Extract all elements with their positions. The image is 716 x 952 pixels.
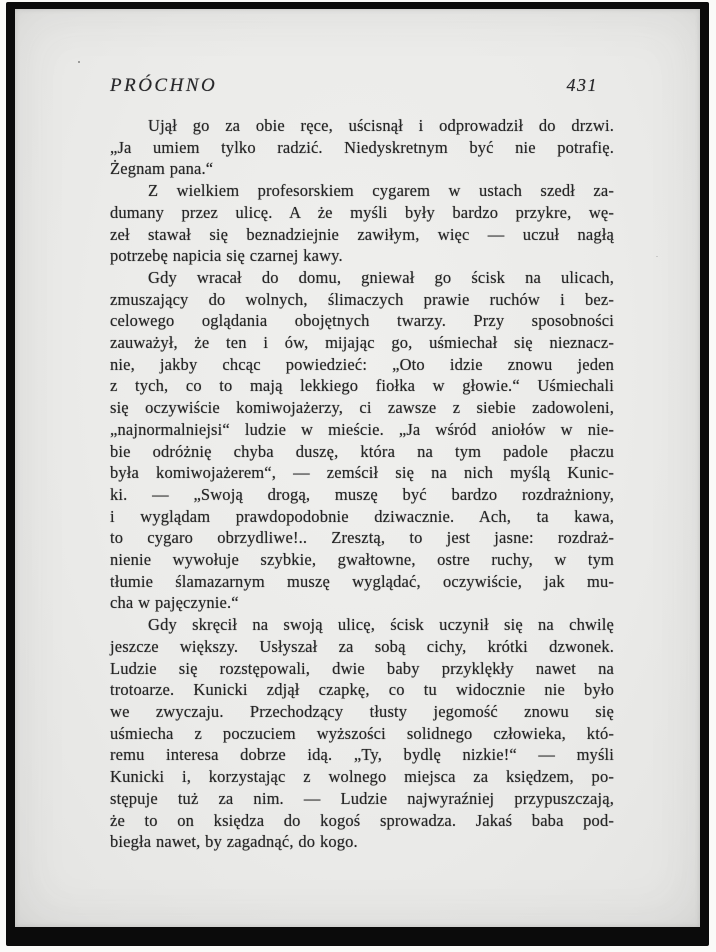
text-line: remu interesa dobrze idą. „Ty, bydlę nizkie!“ — myśli <box>110 745 614 765</box>
text-line: bie odróżnię chyba duszę, która na tym padole płaczu <box>110 441 614 461</box>
text-line: Żegnam pana.“ <box>110 159 214 179</box>
page-number: 431 <box>566 75 598 95</box>
text-line: się oczywiście komiwojażerzy, ci zawsze z siebie zadowoleni, <box>110 398 614 418</box>
body-text-block <box>110 115 614 853</box>
text-line: stępuje tuż za nim. — Ludzie najwyraźniej przypuszczają, <box>110 788 614 808</box>
text-line: tłumie ślamazarnym muszę wyglądać, oczywiście, jak mu- <box>110 571 614 591</box>
text-line: Gdy wracał do domu, gniewał go ścisk na ulicach, <box>148 267 614 287</box>
text-line: była komiwojażerem“, — zemścił się na nich myślą Kunic- <box>110 463 614 483</box>
paper-speck <box>78 61 80 63</box>
text-line: z tych, co to mają lekkiego fiołka w głowie.“ Uśmiechali <box>110 376 614 396</box>
text-line: Z wielkiem profesorskiem cygarem w ustach szedł za- <box>148 181 614 201</box>
text-line: nie, jakby chcąc powiedzieć: „Oto idzie znowu jeden <box>110 354 614 374</box>
text-line: zauważył, że ten i ów, mijając go, uśmiechał się nieznacz- <box>110 333 614 353</box>
text-line: zmuszający do wolnych, ślimaczych prawie ruchów i bez- <box>110 289 614 309</box>
text-line: zeł stawał się beznadziejnie zawiłym, więc — uczuł nagłą <box>110 224 614 244</box>
page-header <box>110 75 612 97</box>
text-line: cha w pajęczynie.“ <box>110 593 239 613</box>
text-line: uśmiecha z poczuciem wyższości solidnego człowieka, któ- <box>110 723 614 743</box>
text-line: i wyglądam prawdopodobnie dziwacznie. Ach, ta kawa, <box>110 506 614 526</box>
scan-border-frame <box>6 2 709 946</box>
text-line: biegła nawet, by zagadnąć, do kogo. <box>110 832 358 852</box>
text-line: „Ja umiem tylko radzić. Niedyskretnym być nie potrafię. <box>110 137 614 157</box>
text-line: Ujął go za obie ręce, uścisnął i odprowadził do drzwi. <box>148 116 614 135</box>
text-line: dumany przez ulicę. A że myśli były bardzo przykre, wę- <box>110 202 614 222</box>
text-line: nienie wywołuje szybkie, gwałtowne, ostre ruchy, w tym <box>110 550 614 570</box>
book-page-paper <box>15 9 700 927</box>
text-line: „najnormalniejsi“ ludzie w mieście. „Ja wśród aniołów w nie- <box>110 419 614 439</box>
text-line: że to on księdza do kogoś sprowadza. Jakaś baba pod- <box>110 810 614 830</box>
text-line: jeszcze większy. Usłyszał za sobą cichy, krótki dzwonek. <box>110 636 614 656</box>
text-line: trotoarze. Kunicki zdjął czapkę, co tu widocznie nie było <box>110 680 614 700</box>
text-line: potrzebę napicia się czarnej kawy. <box>110 246 343 266</box>
paper-speck <box>656 256 658 257</box>
running-title: PRÓCHNO <box>110 75 218 96</box>
text-line: celowego oglądania obojętnych twarzy. Przy sposobności <box>110 311 614 331</box>
text-line: Kunicki i, korzystając z wolnego miejsca za księdzem, po- <box>110 767 614 787</box>
text-line: we zwyczaju. Przechodzący tłusty jegomość znowu się <box>110 701 614 721</box>
text-line: ki. — „Swoją drogą, muszę być bardzo rozdrażniony, <box>110 484 614 504</box>
text-line: to cygaro obrzydliwe!.. Zresztą, to jest jasne: rozdraż- <box>110 528 614 548</box>
text-line: Ludzie się rozstępowali, dwie baby przyklękły nawet na <box>110 658 614 678</box>
text-line: Gdy skręcił na swoją ulicę, ścisk uczynił się na chwilę <box>148 615 614 635</box>
